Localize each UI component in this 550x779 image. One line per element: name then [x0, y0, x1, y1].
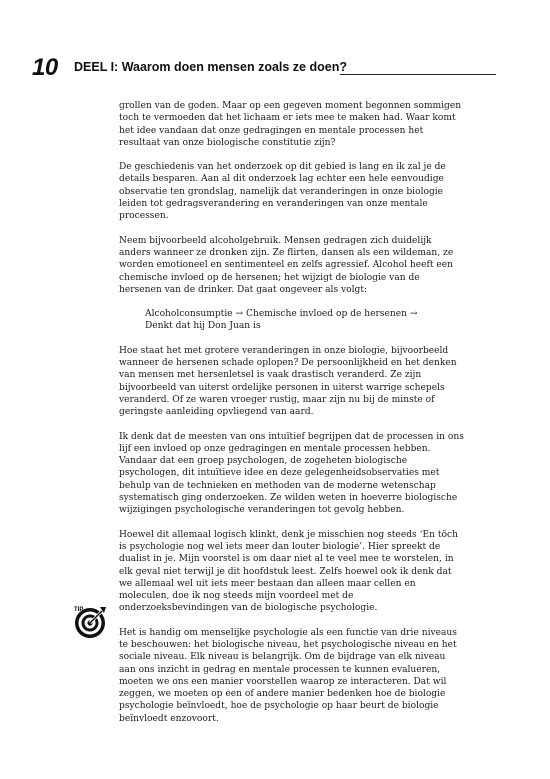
paragraph-1: grollen van de goden. Maar op een gegeven moment begonnen sommigen toch te vermoeden dat het lichaam er iets mee te maken had. Waar komt het idee vandaan dat onze gedragingen en mentale processen het resultaat van onze biologische constitutie zijn? [119, 101, 462, 148]
quote-line-1: Alcoholconsumptie → Chemische invloed op de hersenen → [145, 309, 418, 320]
paragraph-7: Het is handig om menselijke psychologie als een functie van drie niveaus te beschouwen: het biologische niveau, het psychologische niveau en het sociale niveau. Elk niveau is belangrijk. Om de bijdrage van elk niveau aan ons inzicht in gedrag en mentale processen te kunnen evalueren, moeten we ons een manier voorstellen waarop ze interacteren. Dat wil zeggen, we moeten op een of andere manier bedenken hoe de biologie psychologie beïnvloedt, hoe de psychologie op haar beurt de biologie beïnvloedt enzovoort. [119, 627, 457, 724]
alcohol-quote [145, 308, 464, 333]
quote-line-2: Denkt dat hij Don Juan is [145, 321, 261, 332]
paragraph-6: Hoewel dit allemaal logisch klinkt, denk je misschien nog steeds ‘En töch is psychologie nog wel iets meer dan louter biologie’. Hier spreekt de dualist in je. Mijn voorstel is om daar niet al te veel mee te worstelen, in elk geval niet terwijl je dit hoofdstuk leest. Zelfs hoewel ook ik denk dat we allemaal wel uit iets meer bestaan dan alleen maar cellen en moleculen, doe ik nog steeds mijn voordeel met de onderzoeksbevindingen van de biologische psychologie. [119, 529, 458, 614]
target-icon [72, 603, 108, 639]
paragraph-4: Hoe staat het met grotere veranderingen in onze biologie, bijvoorbeeld wanneer de hersenen schade oplopen? De persoonlijkheid en het denken van mensen met hersenletsel is vaak drastisch veranderd. Ze zijn bijvoorbeeld van uiterst ordelijke personen in uiterst warrige schepels veranderd. Of ze waren vroeger rustig, maar zijn nu bij de minste of geringste aanleiding opvliegend van aard. [119, 345, 457, 418]
paragraph-2: De geschiedenis van het onderzoek op dit gebied is lang en ik zal je de details besparen. Aan al dit onderzoek lag echter een hele eenvoudige observatie ten grondslag, namelijk dat veranderingen in onze biologie leiden tot gedragsverandering en veranderingen van onze mentale processen. [119, 162, 446, 222]
page-header [28, 56, 470, 80]
page-number: 10 [32, 54, 58, 81]
header-rule [340, 74, 496, 75]
body-text [119, 100, 464, 737]
paragraph-5: Ik denk dat de meesten van ons intuïtief begrijpen dat de processen in ons lijf een invloed op onze gedragingen en mentale processen hebben. Vandaar dat een groep psychologen, de zogeheten biologische psychologen, dit intuïtieve idee en deze gelegenheidsobservaties met behulp van de technieken en methoden van de moderne wetenschap systematisch ging onderzoeken. Ze wilden weten in hoeverre biologische wijzigingen psychologische veranderingen tot gevolg hebben. [119, 431, 464, 516]
tip-label: TIP [74, 607, 84, 613]
chapter-title: DEEL I: Waarom doen mensen zoals ze doen? [74, 60, 347, 74]
paragraph-3: Neem bijvoorbeeld alcoholgebruik. Mensen gedragen zich duidelijk anders wanneer ze dronken zijn. Ze flirten, dansen als een wildeman, ze worden emotioneel en sentimenteel en zelfs agressief. Alcohol heeft een chemische invloed op de hersenen; het wijzigt de biologie van de hersenen van de drinker. Dat gaat ongeveer als volgt: [119, 235, 454, 295]
